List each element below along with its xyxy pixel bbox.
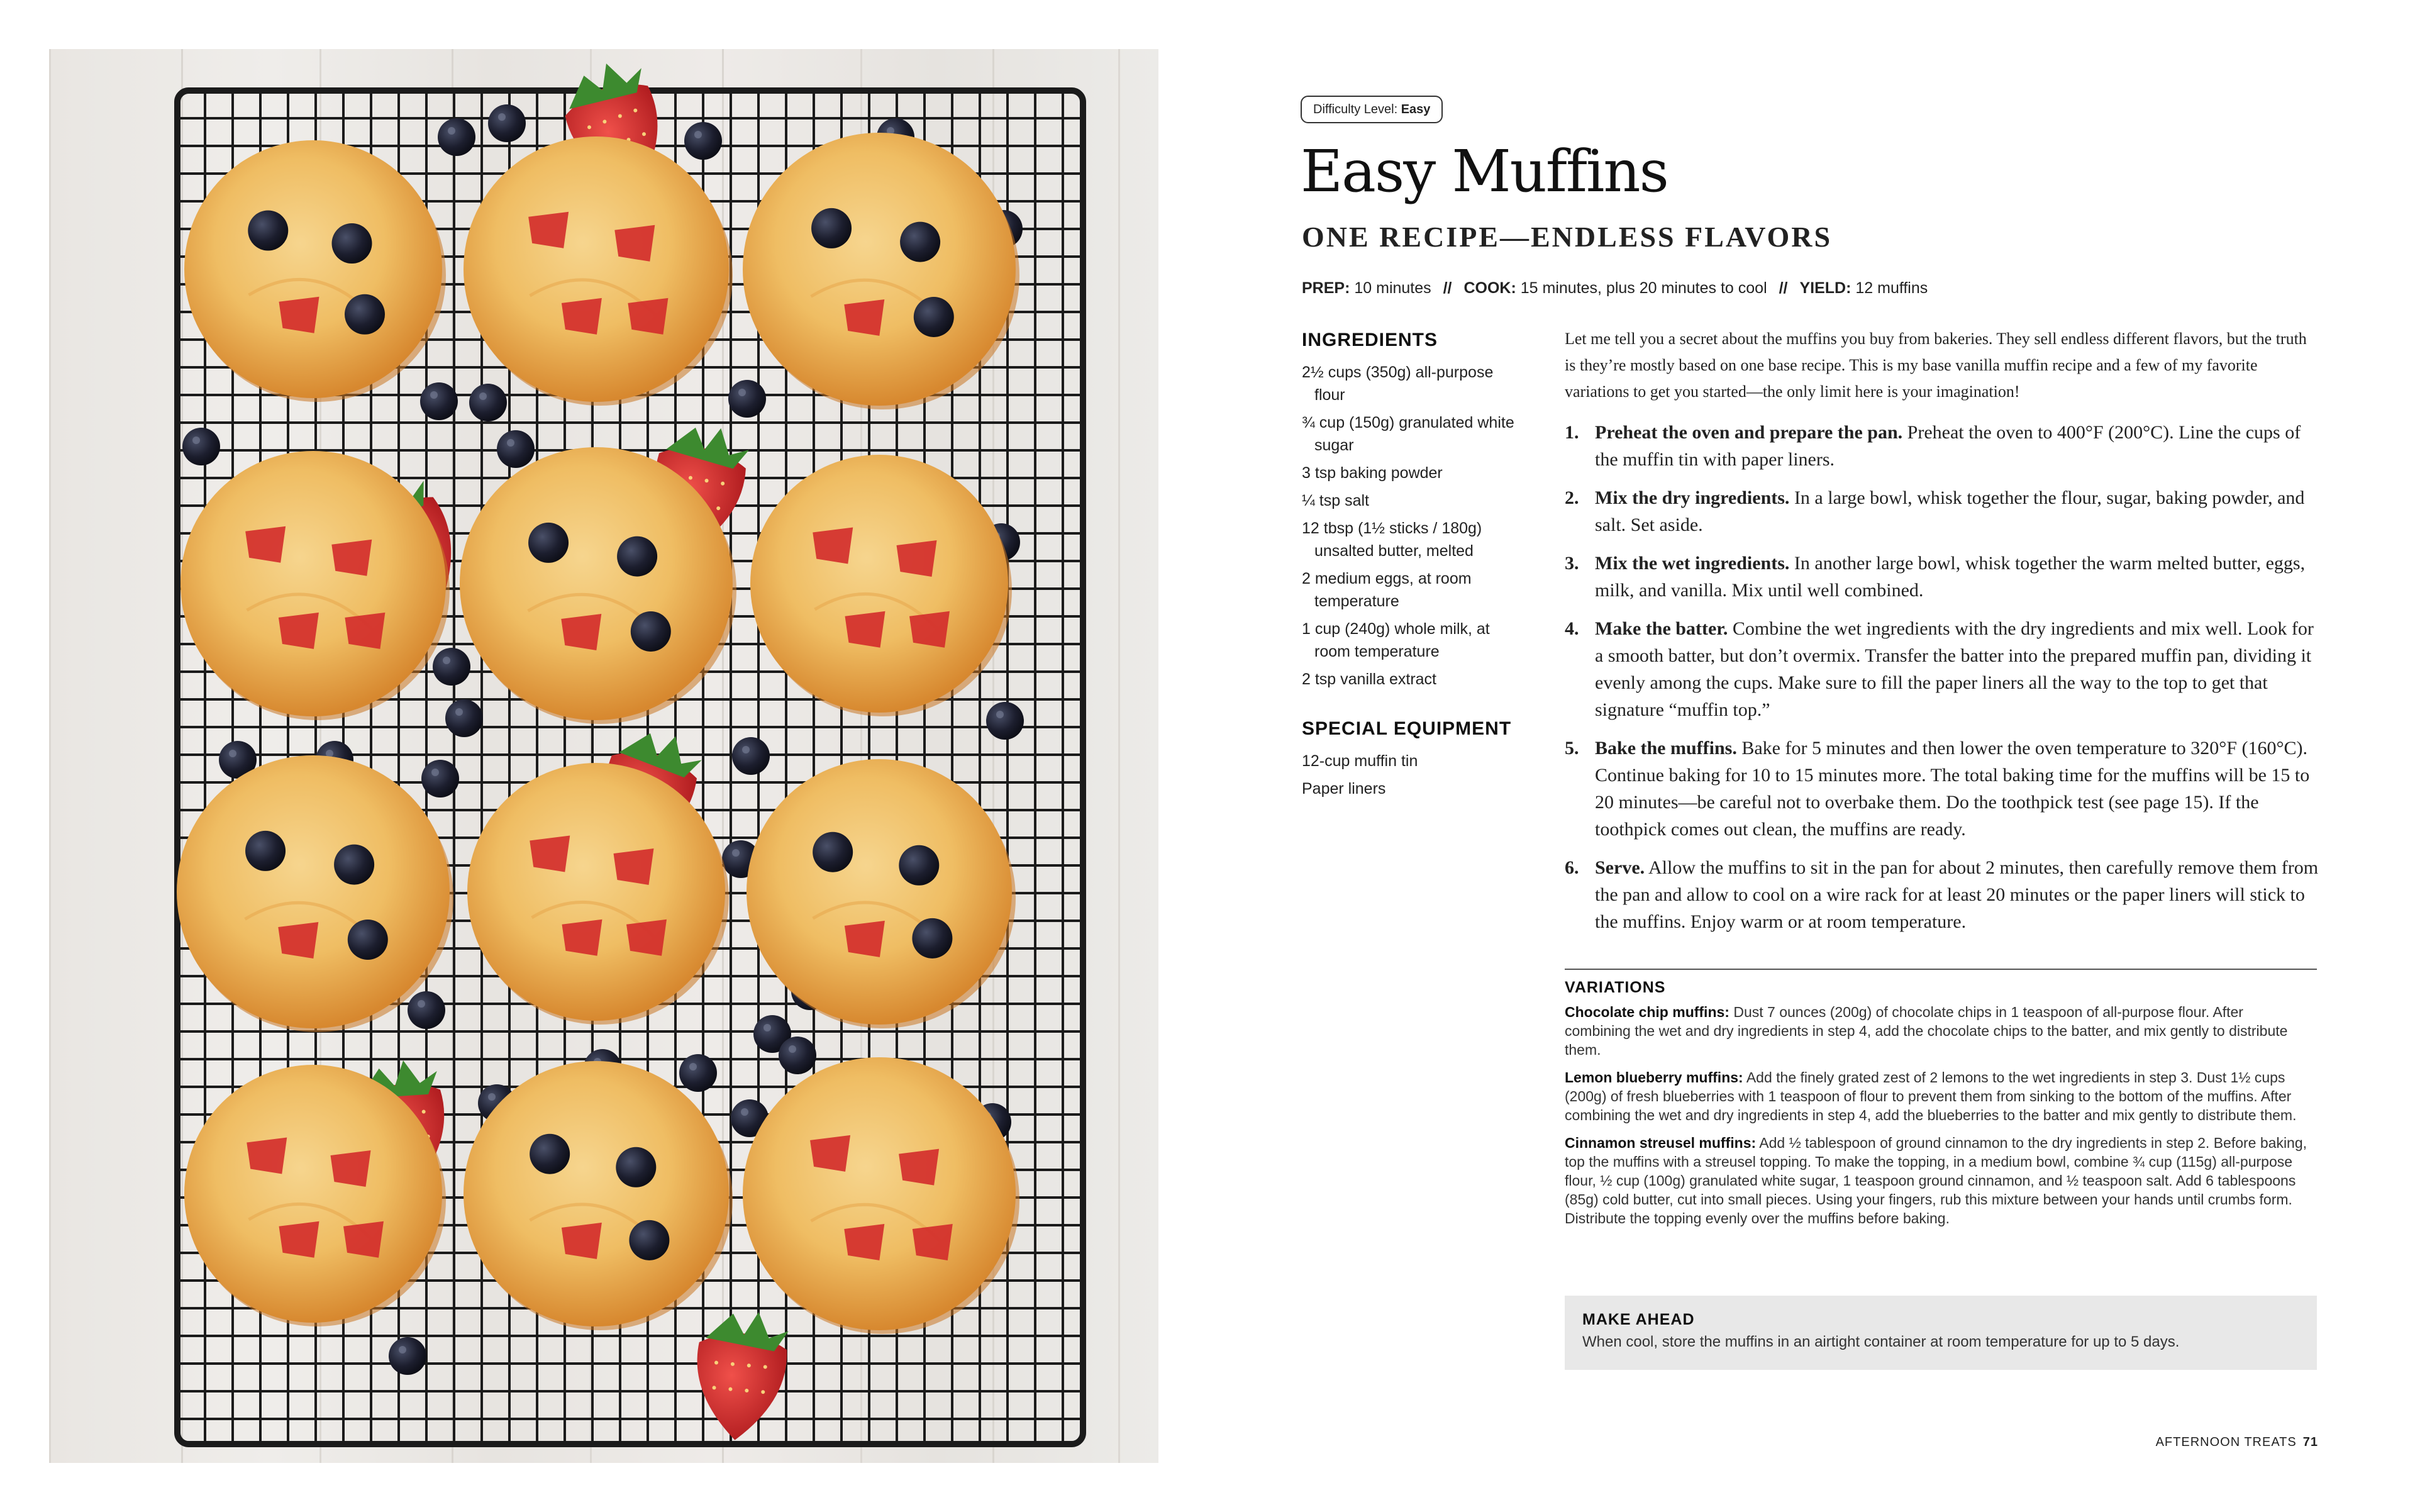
recipe-intro: Let me tell you a secret about the muffins you buy from bakeries. They sell endless different flavors, but the truth is they’re mostly based on one base recipe. This is my base vanilla muffin recipe and a few of my favorite variations to get you started—the only limit here is your imagination! (1565, 330, 2307, 401)
muffin-strawberry (561, 614, 601, 650)
variation-text: Add the finely grated zest of 2 lemons to the wet ingredients in step 3. Dust 1½ cups (200g) of fresh blueberries with 1 teaspoon of flour to prevent them from sinking to the bottom of the muffins. After combining the wet and dry ingredients in step 4, add the blueberries to the batter and mix gently to distribute them. (1565, 1069, 2297, 1123)
muffin-strawberry (562, 298, 602, 335)
muffin-top (467, 763, 725, 1021)
muffin (180, 451, 450, 720)
make-ahead-box (1565, 1296, 2317, 1370)
muffin (750, 455, 1012, 716)
equipment-item: Paper liners (1302, 780, 1386, 798)
ingredients-column (1302, 330, 1522, 805)
muffin-top (180, 451, 446, 716)
instruction-steps (1565, 419, 2319, 947)
blueberry-highlight (996, 711, 1004, 718)
blueberry-highlight (418, 1000, 425, 1008)
step-text: In another large bowl, whisk together the warm melted butter, eggs, milk, and vanilla. Mix until well combined. (1595, 553, 2306, 601)
muffin-strawberry (845, 611, 886, 648)
muffin-strawberry (528, 212, 569, 248)
muffin-blueberry (631, 611, 671, 652)
plank-seam (1118, 49, 1120, 1463)
muffin-strawberry (813, 528, 853, 564)
muffin-strawberry (844, 1224, 884, 1260)
muffin-strawberry (614, 848, 654, 885)
muffin (184, 140, 446, 402)
blueberry (684, 122, 722, 160)
variations-heading: VARIATIONS (1565, 979, 1666, 996)
blueberry (433, 648, 470, 686)
blueberry (182, 428, 220, 465)
muffin-blueberry (616, 1147, 656, 1187)
step-text: Combine the wet ingredients with the dry ingredients and mix well. Look for a smooth batter, but don’t overmix. Transfer the batter into the prepared muffin pan, dividing it evenly among the cups. Make sure to fill the paper liners all the way to the top to get that signature “muffin top.” (1595, 618, 2314, 720)
blueberry (421, 760, 459, 798)
blueberry (420, 382, 458, 420)
blueberry (732, 737, 770, 775)
variation-name: Lemon blueberry muffins: (1565, 1069, 1743, 1086)
step-number: 6. (1565, 857, 1579, 878)
muffin-strawberry (626, 920, 667, 956)
equipment-heading: SPECIAL EQUIPMENT (1302, 718, 1512, 739)
muffin-top (460, 447, 733, 720)
cook-value: 15 minutes, plus 20 minutes to cool (1520, 279, 1767, 297)
muffin-strawberry (279, 297, 319, 333)
recipe-subtitle: ONE RECIPE—ENDLESS FLAVORS (1302, 221, 1833, 253)
make-ahead-text: When cool, store the muffins in an airtight container at room temperature for up to 5 days. (1582, 1333, 2180, 1350)
blueberry (469, 384, 507, 421)
muffin-strawberry (562, 1223, 602, 1259)
variation-text: Add ½ tablespoon of ground cinnamon to the dry ingredients in step 2. Before baking, top the muffins with a streusel topping. To make the topping, in a medium bowl, combine ¾ cup (115g) all-purpose flour, ½ cup (100g) granulated white sugar, 1 teaspoon ground cinnamon, and ½ teaspoon salt. Add 6 tablespoons (85g) cold butter, cut into small pieces. Using your fingers, rub this mixture between your hands until crumbs form. Distribute the topping evenly over the muffins before baking. (1565, 1135, 2307, 1226)
step-title: Bake the muffins. (1595, 738, 1737, 759)
blueberry-highlight (507, 439, 514, 447)
muffin-strawberry (343, 1221, 384, 1258)
muffin-top (464, 136, 729, 402)
blueberry-highlight (229, 750, 236, 757)
muffin-top (184, 1065, 442, 1323)
muffins (177, 133, 1019, 1334)
blueberry-highlight (689, 1063, 697, 1070)
blueberry-highlight (479, 392, 487, 400)
ingredient-item: ¼ tsp salt (1302, 492, 1369, 509)
prep-value: 10 minutes (1354, 279, 1431, 297)
step-number: 1. (1565, 422, 1579, 443)
muffin-strawberry (331, 1150, 371, 1187)
blueberry (389, 1337, 426, 1375)
blueberry (408, 991, 445, 1029)
blueberry-highlight (498, 113, 506, 121)
ingredients-heading: INGREDIENTS (1302, 330, 1438, 350)
muffin-blueberry (912, 918, 952, 959)
muffin-strawberry (897, 540, 937, 577)
muffin-blueberry (332, 223, 372, 264)
muffin (743, 1057, 1019, 1334)
variation-name: Chocolate chip muffins: (1565, 1004, 1729, 1020)
step-title: Mix the dry ingredients. (1595, 487, 1790, 508)
section-name: AFTERNOON TREATS (2155, 1435, 2297, 1449)
muffin-top (177, 755, 450, 1028)
muffin-top (743, 133, 1016, 406)
muffin-blueberry (345, 294, 385, 335)
blueberry-highlight (448, 127, 455, 135)
muffin-blueberry (914, 297, 954, 337)
muffin-top (747, 759, 1012, 1025)
meta-separator: // (1779, 279, 1788, 297)
page-footer (2156, 1435, 2318, 1450)
muffin-blueberry (248, 211, 288, 251)
blueberry-highlight (431, 769, 439, 776)
muffin-strawberry (899, 1149, 939, 1186)
blueberry-highlight (742, 746, 750, 753)
ingredient-item: 2 tsp vanilla extract (1302, 670, 1436, 688)
muffin-blueberry (629, 1220, 669, 1260)
muffin-top (184, 140, 442, 398)
ingredient-item: ¾ cup (150g) granulated white sugar (1302, 414, 1514, 454)
muffin-strawberry (279, 613, 319, 649)
recipe-meta (1302, 279, 1928, 297)
blueberry (679, 1054, 717, 1092)
step-item (1565, 735, 2319, 843)
blueberry (488, 104, 526, 142)
make-ahead-heading: MAKE AHEAD (1582, 1311, 1695, 1328)
muffin-top (743, 1057, 1016, 1330)
muffin-strawberry (614, 225, 655, 262)
muffin-strawberry (913, 1224, 953, 1260)
muffins-photo (49, 49, 1158, 1463)
muffin-strawberry (909, 611, 950, 648)
equipment-list (1302, 750, 1522, 800)
step-item (1565, 550, 2319, 604)
variation-item (1565, 1003, 2313, 1059)
muffin-strawberry (245, 526, 286, 563)
blueberry-highlight (763, 1024, 771, 1031)
muffin-strawberry (278, 922, 318, 959)
blueberry-highlight (430, 391, 438, 399)
muffin-blueberry (811, 208, 852, 248)
muffin-blueberry (334, 845, 374, 885)
step-title: Make the batter. (1595, 618, 1728, 639)
ingredient-item: 2 medium eggs, at room temperature (1302, 570, 1472, 610)
blueberry (728, 380, 766, 418)
equipment-item: 12-cup muffin tin (1302, 752, 1418, 770)
recipe-title: Easy Muffins (1301, 138, 1668, 205)
muffin-blueberry (813, 832, 853, 872)
blueberry (438, 118, 475, 156)
muffin (464, 1061, 733, 1330)
blueberry (779, 1037, 816, 1074)
ingredient-item: 1 cup (240g) whole milk, at room temperature (1302, 620, 1490, 660)
step-text: Bake for 5 minutes and then lower the oven temperature to 320°F (160°C). Continue baking for 10 to 15 minutes more. The total baking time for the muffins will be 15 to 20 minutes—be careful not to overbake them. Do the toothpick test (see page 15). If the toothpick comes out clean, the muffins are ready. (1595, 738, 2310, 840)
blueberry-highlight (694, 131, 702, 138)
blueberry-highlight (192, 436, 200, 444)
muffin-strawberry (247, 1138, 287, 1174)
cook-label: COOK: (1463, 279, 1516, 297)
step-item (1565, 854, 2319, 935)
step-number: 3. (1565, 553, 1579, 574)
ingredient-item: 3 tsp baking powder (1302, 464, 1443, 482)
ingredients-list (1302, 361, 1522, 691)
ingredient-item: 12 tbsp (1½ sticks / 180g) unsalted butter, melted (1302, 520, 1482, 560)
blueberry (497, 430, 535, 468)
step-item (1565, 419, 2319, 473)
muffin (464, 136, 733, 406)
blueberry-highlight (789, 1045, 796, 1053)
blueberry-highlight (455, 708, 463, 716)
blueberry-highlight (443, 657, 450, 664)
muffins-illustration (49, 49, 1158, 1463)
muffin-strawberry (628, 298, 668, 335)
step-title: Preheat the oven and prepare the pan. (1595, 422, 1903, 443)
step-number: 4. (1565, 618, 1579, 639)
step-text: In a large bowl, whisk together the flour, sugar, baking powder, and salt. Set aside. (1595, 487, 2305, 535)
muffin-strawberry (844, 299, 884, 336)
muffin-top (464, 1061, 729, 1326)
page-number: 71 (2302, 1435, 2318, 1449)
difficulty-badge (1301, 96, 1443, 123)
muffin-blueberry (528, 523, 569, 563)
muffin-blueberry (899, 845, 939, 886)
strawberry (691, 1307, 791, 1444)
difficulty-value: Easy (1401, 103, 1431, 116)
muffin-blueberry (245, 831, 286, 871)
blueberry (445, 699, 483, 737)
step-item (1565, 615, 2319, 723)
muffin-strawberry (279, 1221, 319, 1258)
muffin-strawberry (331, 540, 372, 576)
muffin-blueberry (348, 920, 388, 960)
step-item (1565, 484, 2319, 538)
muffin-strawberry (530, 836, 570, 872)
muffin-blueberry (530, 1134, 570, 1174)
plank-seam (49, 49, 51, 1463)
muffin-strawberry (810, 1135, 850, 1172)
muffin (177, 755, 453, 1032)
muffin-strawberry (845, 921, 885, 957)
blueberry-highlight (399, 1346, 406, 1354)
variation-name: Cinnamon streusel muffins: (1565, 1135, 1757, 1151)
blueberry-highlight (741, 1108, 748, 1116)
step-title: Mix the wet ingredients. (1595, 553, 1790, 574)
blueberry (986, 702, 1024, 740)
prep-label: PREP: (1302, 279, 1350, 297)
blueberry-highlight (732, 849, 740, 857)
variation-text: Dust 7 ounces (200g) of chocolate chips in 1 teaspoon of all-purpose flour. After combining the wet and dry ingredients in step 4, add the chocolate chips to the batter, and mix gently to distribute them. (1565, 1004, 2288, 1058)
yield-label: YIELD: (1799, 279, 1852, 297)
ingredient-item: 2½ cups (350g) all-purpose flour (1302, 364, 1494, 404)
blueberry-highlight (488, 1093, 496, 1101)
variations-list (1565, 1003, 2313, 1237)
muffin-blueberry (900, 222, 940, 262)
variation-item (1565, 1133, 2313, 1228)
muffin-strawberry (562, 920, 602, 956)
section-divider (1565, 969, 2317, 970)
step-number: 2. (1565, 487, 1579, 508)
blueberry-highlight (738, 389, 746, 396)
muffin-strawberry (345, 613, 385, 649)
meta-separator: // (1443, 279, 1452, 297)
muffin-blueberry (617, 536, 657, 577)
step-title: Serve. (1595, 857, 1645, 878)
variation-item (1565, 1068, 2313, 1125)
step-text: Allow the muffins to sit in the pan for about 2 minutes, then carefully remove them from the pan and allow to cool on a wire rack for at least 20 minutes or the paper liners will stick to the muffins. Enjoy warm or at room temperature. (1595, 857, 2319, 932)
muffin-top (750, 455, 1008, 713)
step-text: Preheat the oven to 400°F (200°C). Line the cups of the muffin tin with paper liners. (1595, 422, 2301, 470)
difficulty-label: Difficulty Level: (1313, 103, 1398, 116)
step-number: 5. (1565, 738, 1579, 759)
yield-value: 12 muffins (1855, 279, 1928, 297)
